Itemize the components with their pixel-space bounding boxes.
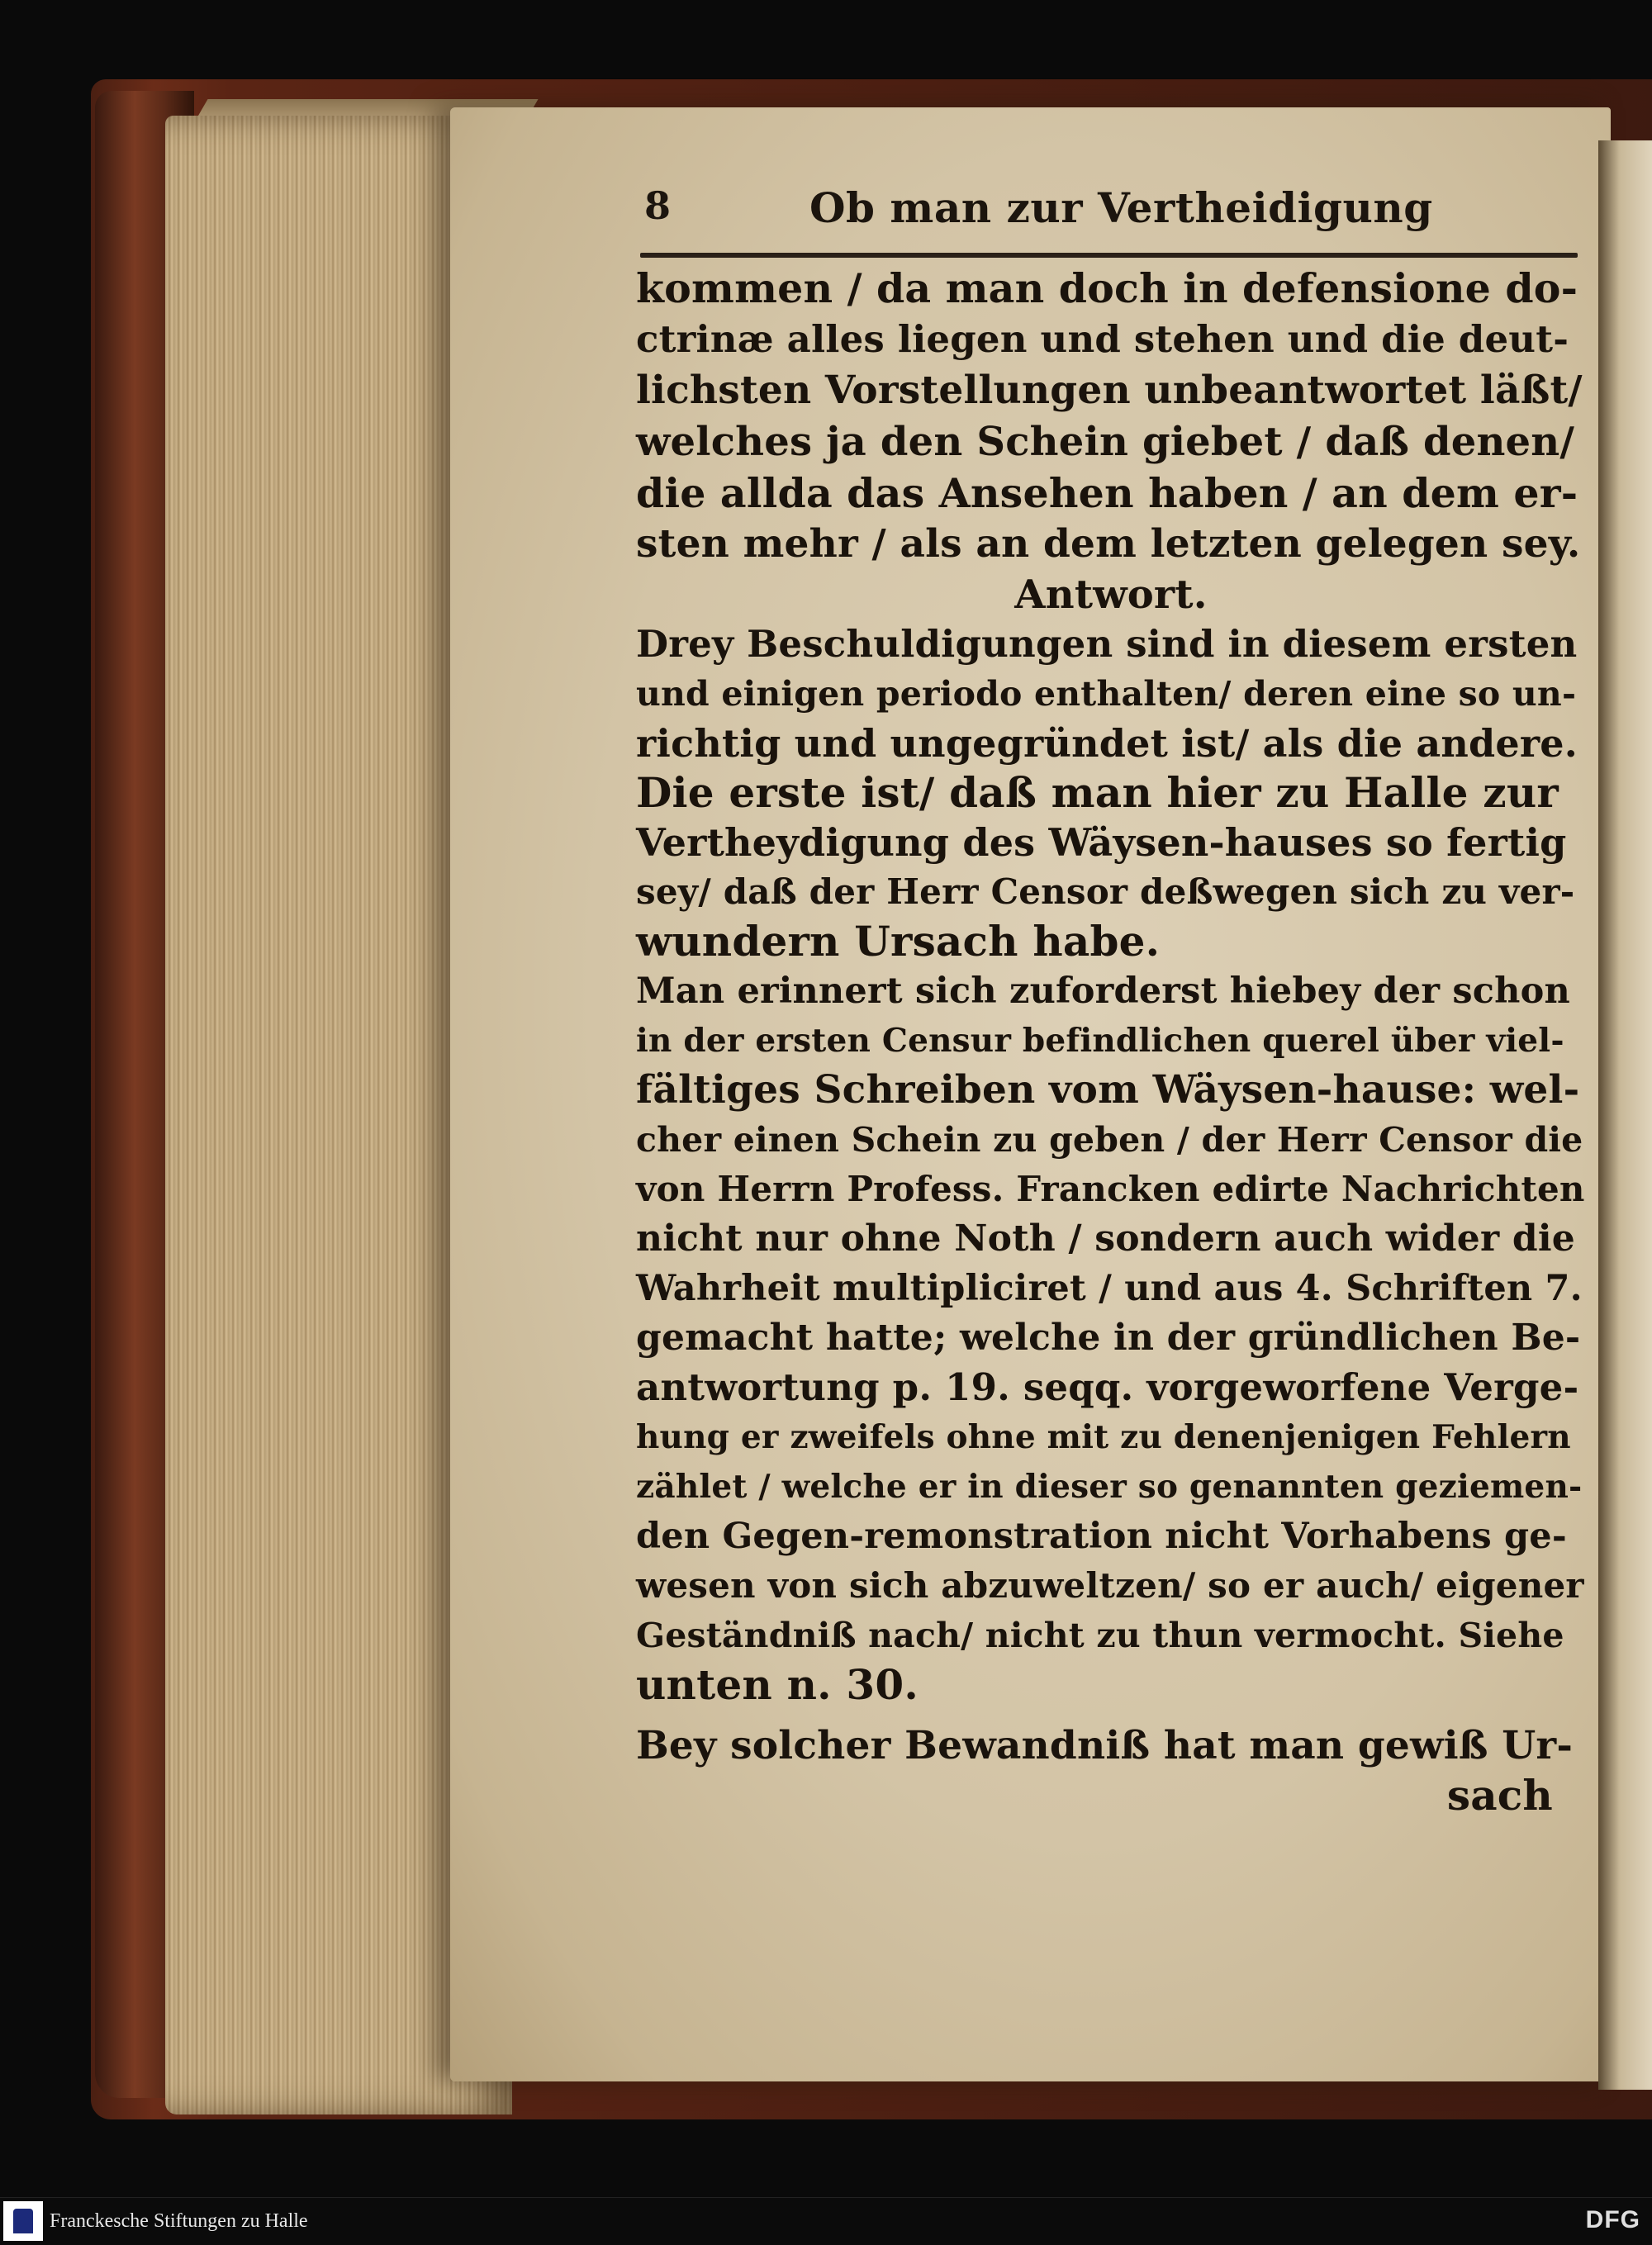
text-line: fältiges Schreiben vom Wäysen-hause: wel- (636, 1067, 1580, 1113)
text-line: lichsten Vorstellungen unbeantwortet läßt/ (636, 368, 1583, 413)
running-head-title: Ob man zur Vertheidigung (809, 183, 1433, 232)
institution-logo-icon (3, 2201, 43, 2241)
text-line: ctrinæ alles liegen und stehen und die deut- (636, 317, 1569, 361)
text-line: sey/ daß der Herr Censor deßwegen sich zu ver- (636, 871, 1575, 912)
text-line: Bey solcher Bewandniß hat man gewiß Ur- (636, 1723, 1574, 1768)
text-line: wesen von sich abzuweltzen/ so er auch/ eigener (636, 1565, 1584, 1606)
institution-name: Franckesche Stiftungen zu Halle (50, 2210, 308, 2232)
text-line: cher einen Schein zu geben / der Herr Censor die (636, 1120, 1583, 1160)
text-line: Drey Beschuldigungen sind in diesem ersten (636, 622, 1578, 666)
facing-page-edge (1598, 140, 1652, 2090)
logo-mark (13, 2209, 33, 2233)
text-line: gemacht hatte; welche in der gründlichen Be- (636, 1317, 1581, 1359)
text-line: Man erinnert sich zuforderst hiebey der schon (636, 971, 1570, 1012)
text-line: welches ja den Schein giebet / daß denen/ (636, 419, 1575, 465)
viewer-footer (0, 2197, 1652, 2245)
text-line: von Herrn Profess. Francken edirte Nachrichten (636, 1169, 1585, 1209)
page-body (636, 263, 1586, 1820)
text-line: nicht nur ohne Noth / sondern auch wider die (636, 1217, 1575, 1260)
text-line: Die erste ist/ daß man hier zu Halle zur (636, 768, 1559, 817)
text-line: Wahrheit multipliciret / und aus 4. Schriften 7. (636, 1268, 1583, 1309)
text-line: hung er zweifels ohne mit zu denenjenigen Fehlern (636, 1418, 1571, 1456)
text-line: Vertheydigung des Wäysen-hauses so fertig (636, 820, 1567, 865)
section-heading: Antwort. (1014, 572, 1208, 618)
head-rule (640, 253, 1578, 258)
text-line: richtig und ungegründet ist/ als die andere. (636, 721, 1578, 766)
text-line: unten n. 30. (636, 1660, 919, 1709)
paragraph-gap (636, 1710, 1586, 1721)
text-line: Geständniß nach/ nicht zu thun vermocht. Siehe (636, 1616, 1564, 1655)
text-line: sten mehr / als an dem letzten gelegen sey. (636, 521, 1581, 567)
text-line: zählet / welche er in dieser so genannten geziemen- (636, 1468, 1583, 1506)
text-line: in der ersten Censur befindlichen querel über viel- (636, 1022, 1564, 1060)
dfg-logo: DFG (1585, 2206, 1640, 2233)
text-line: kommen / da man doch in defensione do- (636, 264, 1578, 312)
text-line: den Gegen-remonstration nicht Vorhabens ge- (636, 1516, 1567, 1557)
text-line: wundern Ursach habe. (636, 917, 1161, 966)
text-line: antwortung p. 19. seqq. vorgeworfene Verge- (636, 1365, 1579, 1409)
catchword: sach (1446, 1771, 1553, 1820)
running-head (644, 183, 1578, 241)
page-number: 8 (644, 183, 672, 228)
text-line: und einigen periodo enthalten/ deren eine so un- (636, 674, 1577, 714)
text-line: die allda das Ansehen haben / an dem er- (636, 469, 1578, 517)
